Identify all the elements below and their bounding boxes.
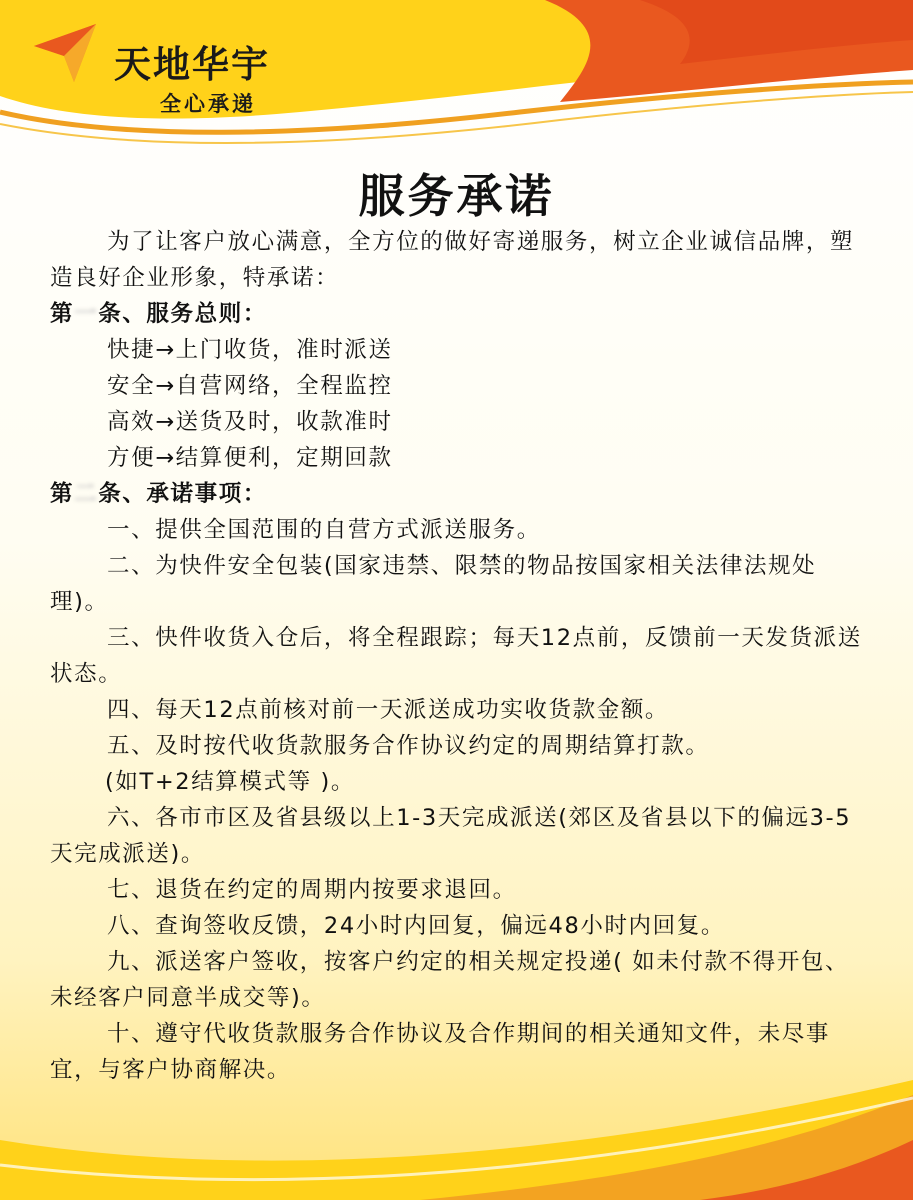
section2-heading: 第二条、承诺事项： <box>50 481 267 507</box>
blurred-number: 二 <box>74 481 99 507</box>
list-item: 九、派送客户签收，按客户约定的相关规定投递( 如未付款不得开包、未经客户同意半成交等)。 <box>50 949 850 1011</box>
list-item: 七、退货在约定的周期内按要求退回。 <box>107 877 517 903</box>
list-item: 安全→自营网络，全程监控 <box>107 373 393 399</box>
brand-name: 天地华宇 <box>114 43 270 86</box>
list-item: 快捷→上门收货，准时派送 <box>107 337 393 363</box>
section1-heading: 第一条、服务总则： <box>50 301 267 327</box>
list-item: (如T+2结算模式等 )。 <box>105 769 355 795</box>
list-item: 三、快件收货入仓后，将全程跟踪；每天12点前，反馈前一天发货派送状态。 <box>50 625 862 687</box>
list-item: 四、每天12点前核对前一天派送成功实收货款金额。 <box>107 697 670 723</box>
arrow-logo-icon <box>34 22 100 84</box>
page-title: 服务承诺 <box>358 169 555 223</box>
list-item: 六、各市市区及省县级以上1-3天完成派送(郊区及省县以下的偏远3-5天完成派送)。 <box>50 805 852 867</box>
list-item: 一、提供全国范围的自营方式派送服务。 <box>107 517 541 543</box>
list-item: 八、查询签收反馈，24小时内回复，偏远48小时内回复。 <box>107 913 725 939</box>
blurred-number: 一 <box>74 301 99 327</box>
intro-paragraph: 为了让客户放心满意，全方位的做好寄递服务，树立企业诚信品牌，塑造良好企业形象，特承诺： <box>50 229 855 291</box>
list-item: 二、为快件安全包装(国家违禁、限禁的物品按国家相关法律法规处理)。 <box>50 553 817 615</box>
brand-slogan: 全心承递 <box>160 92 256 116</box>
list-item: 高效→送货及时，收款准时 <box>107 409 393 435</box>
list-item: 十、遵守代收货款服务合作协议及合作期间的相关通知文件，未尽事宜，与客户协商解决。 <box>50 1021 831 1083</box>
notice-body <box>50 224 872 1088</box>
list-item: 五、及时按代收货款服务合作协议约定的周期结算打款。 <box>107 733 710 759</box>
list-item: 方便→结算便利，定期回款 <box>107 445 393 471</box>
